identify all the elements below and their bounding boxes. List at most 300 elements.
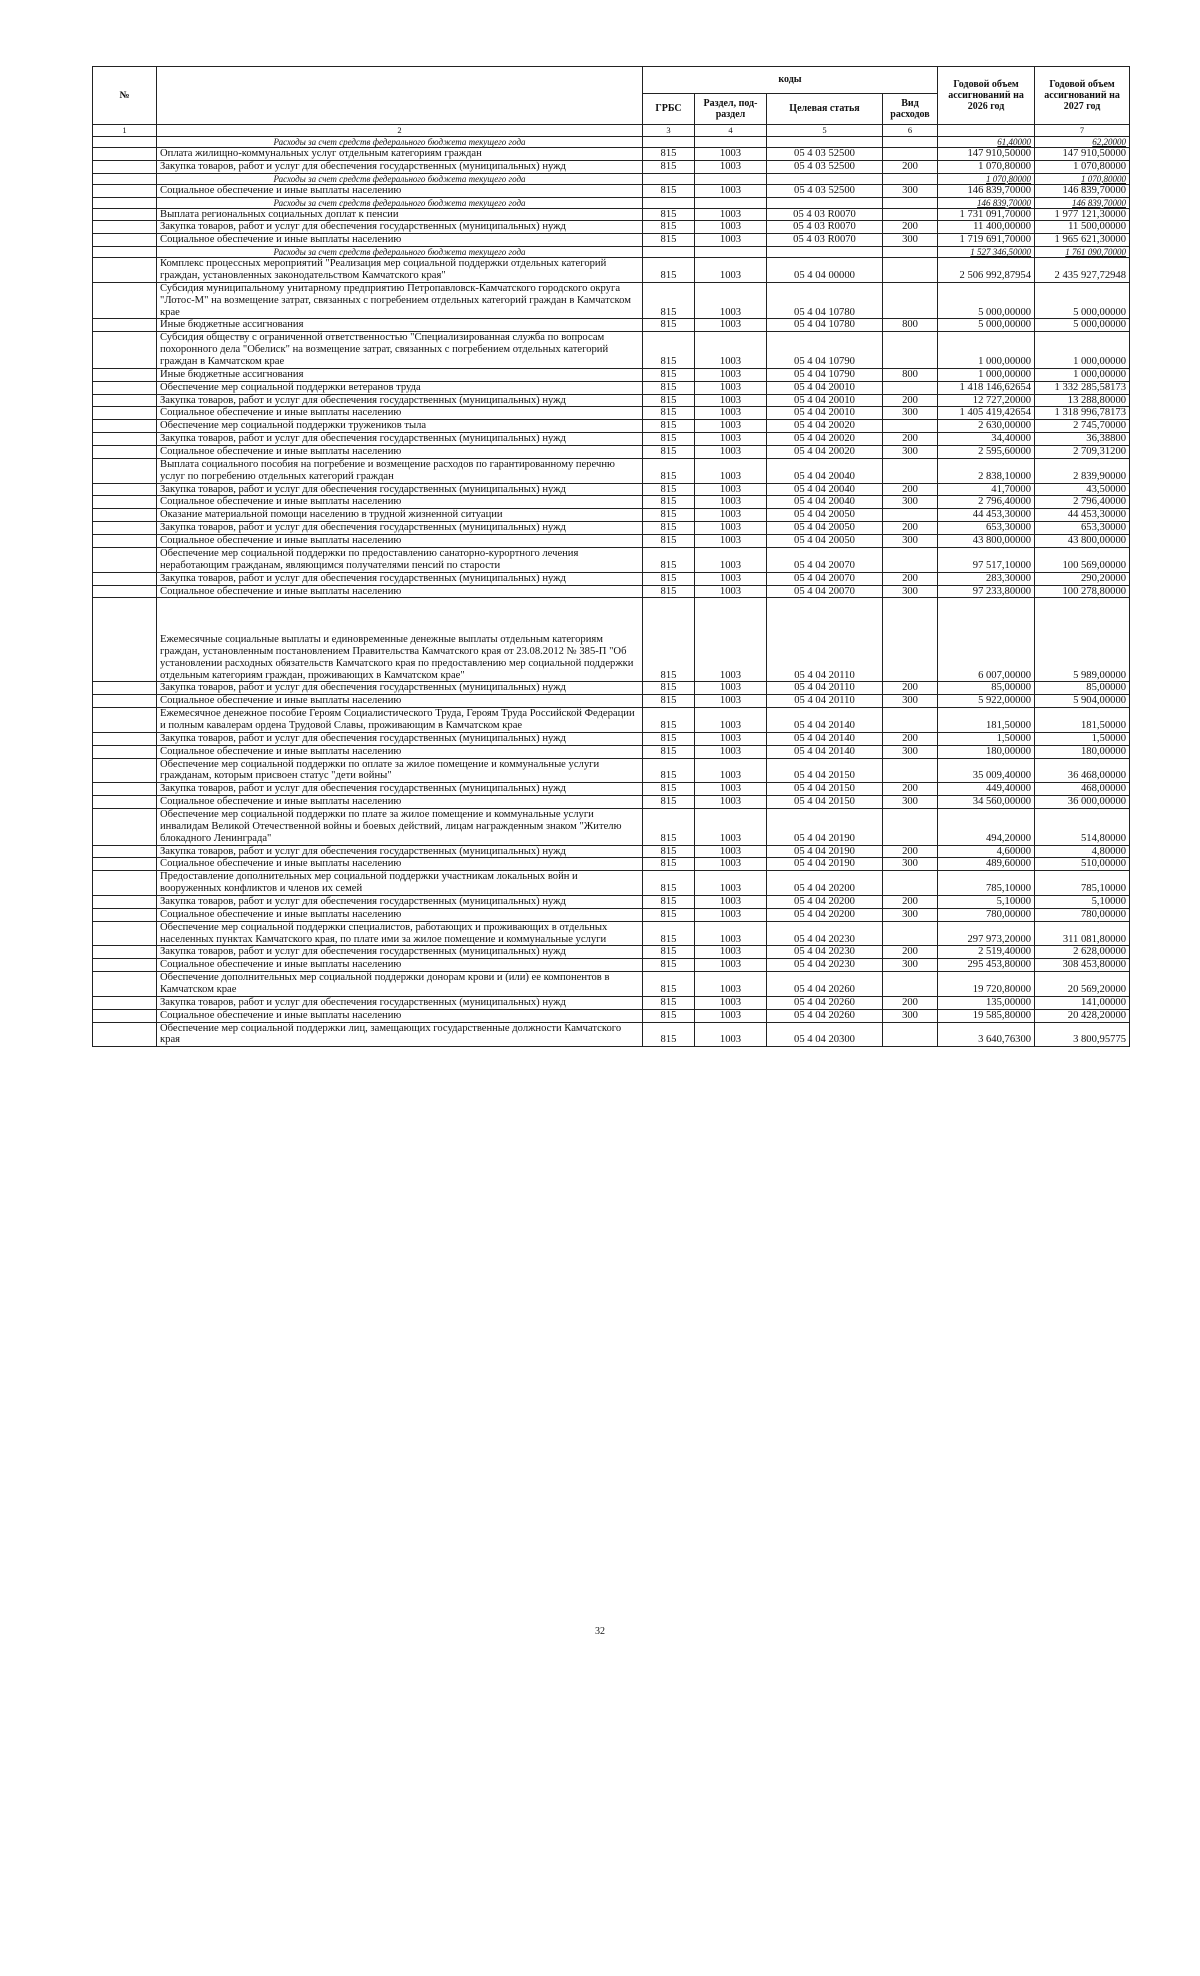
row-razdel: 1003 bbox=[695, 148, 767, 161]
row-target-article: 05 4 03 R0070 bbox=[767, 234, 883, 247]
row-amount-2027: 5,10000 bbox=[1035, 895, 1130, 908]
row-amount-2026: 147 910,50000 bbox=[938, 148, 1035, 161]
row-razdel: 1003 bbox=[695, 483, 767, 496]
row-grbs: 815 bbox=[643, 871, 695, 896]
row-target-article: 05 4 04 20230 bbox=[767, 921, 883, 946]
row-target-article: 05 4 04 20050 bbox=[767, 509, 883, 522]
table-row bbox=[93, 420, 1130, 433]
row-expense-type bbox=[883, 247, 938, 258]
row-name: Социальное обеспечение и иные выплаты населению bbox=[157, 959, 643, 972]
row-amount-2026: 295 453,80000 bbox=[938, 959, 1035, 972]
index-cell: 5 bbox=[767, 125, 883, 137]
row-razdel: 1003 bbox=[695, 509, 767, 522]
row-razdel: 1003 bbox=[695, 208, 767, 221]
row-grbs bbox=[643, 137, 695, 148]
row-target-article: 05 4 04 20140 bbox=[767, 732, 883, 745]
row-target-article: 05 4 04 20200 bbox=[767, 895, 883, 908]
row-target-article: 05 4 03 52500 bbox=[767, 160, 883, 173]
row-number bbox=[93, 845, 157, 858]
row-number bbox=[93, 446, 157, 459]
row-amount-2026: 135,00000 bbox=[938, 996, 1035, 1009]
row-target-article: 05 4 04 20020 bbox=[767, 446, 883, 459]
row-target-article: 05 4 04 10780 bbox=[767, 282, 883, 319]
table-row bbox=[93, 547, 1130, 572]
row-grbs: 815 bbox=[643, 258, 695, 283]
row-grbs: 815 bbox=[643, 221, 695, 234]
row-grbs: 815 bbox=[643, 496, 695, 509]
row-number bbox=[93, 908, 157, 921]
row-grbs: 815 bbox=[643, 972, 695, 997]
row-target-article: 05 4 04 20260 bbox=[767, 1009, 883, 1022]
row-grbs bbox=[643, 197, 695, 208]
row-grbs: 815 bbox=[643, 682, 695, 695]
table-row bbox=[93, 319, 1130, 332]
subtotal-row bbox=[93, 247, 1130, 258]
row-amount-2027: 510,00000 bbox=[1035, 858, 1130, 871]
row-amount-2026: 2 519,40000 bbox=[938, 946, 1035, 959]
row-expense-type: 300 bbox=[883, 234, 938, 247]
row-target-article: 05 4 04 10790 bbox=[767, 332, 883, 369]
row-number bbox=[93, 858, 157, 871]
row-razdel: 1003 bbox=[695, 258, 767, 283]
row-expense-type bbox=[883, 547, 938, 572]
row-target-article: 05 4 04 10780 bbox=[767, 319, 883, 332]
row-amount-2027: 5 989,00000 bbox=[1035, 598, 1130, 682]
row-expense-type bbox=[883, 148, 938, 161]
row-target-article: 05 4 03 R0070 bbox=[767, 221, 883, 234]
row-number bbox=[93, 381, 157, 394]
row-razdel: 1003 bbox=[695, 871, 767, 896]
row-amount-2027: 181,50000 bbox=[1035, 708, 1130, 733]
row-expense-type: 300 bbox=[883, 407, 938, 420]
row-target-article: 05 4 03 52500 bbox=[767, 184, 883, 197]
row-grbs: 815 bbox=[643, 522, 695, 535]
table-row bbox=[93, 522, 1130, 535]
row-expense-type bbox=[883, 137, 938, 148]
row-amount-2027: 1 332 285,58173 bbox=[1035, 381, 1130, 394]
row-razdel: 1003 bbox=[695, 682, 767, 695]
row-target-article: 05 4 04 20260 bbox=[767, 996, 883, 1009]
row-number bbox=[93, 732, 157, 745]
page-number: 32 bbox=[595, 1626, 605, 1637]
subtotal-row bbox=[93, 173, 1130, 184]
row-expense-type bbox=[883, 509, 938, 522]
row-name: Социальное обеспечение и иные выплаты населению bbox=[157, 858, 643, 871]
row-name: Ежемесячное денежное пособие Героям Социалистического Труда, Героям Труда Российской Федерации и полным кавалерам ордена Трудовой Славы, проживающим в Камчатском крае bbox=[157, 708, 643, 733]
row-amount-2027: 62,20000 bbox=[1035, 137, 1130, 148]
row-target-article: 05 4 04 20190 bbox=[767, 845, 883, 858]
row-grbs: 815 bbox=[643, 921, 695, 946]
row-amount-2026: 41,70000 bbox=[938, 483, 1035, 496]
row-name: Закупка товаров, работ и услуг для обеспечения государственных (муниципальных) нужд bbox=[157, 783, 643, 796]
row-target-article: 05 4 04 20020 bbox=[767, 433, 883, 446]
row-expense-type bbox=[883, 208, 938, 221]
row-expense-type: 300 bbox=[883, 1009, 938, 1022]
row-number bbox=[93, 509, 157, 522]
row-expense-type: 200 bbox=[883, 483, 938, 496]
row-expense-type: 200 bbox=[883, 845, 938, 858]
row-razdel: 1003 bbox=[695, 535, 767, 548]
row-razdel: 1003 bbox=[695, 458, 767, 483]
row-name: Выплата социального пособия на погребение и возмещение расходов по гарантированному перечню услуг по погребению отдельных категорий граждан bbox=[157, 458, 643, 483]
row-amount-2026: 5 922,00000 bbox=[938, 695, 1035, 708]
row-target-article: 05 4 04 20040 bbox=[767, 483, 883, 496]
row-name: Выплата региональных социальных доплат к пенсии bbox=[157, 208, 643, 221]
row-amount-2026: 97 233,80000 bbox=[938, 585, 1035, 598]
row-razdel: 1003 bbox=[695, 585, 767, 598]
row-grbs: 815 bbox=[643, 585, 695, 598]
row-target-article: 05 4 04 20140 bbox=[767, 708, 883, 733]
row-number bbox=[93, 319, 157, 332]
row-amount-2026: 12 727,20000 bbox=[938, 394, 1035, 407]
row-number bbox=[93, 758, 157, 783]
row-amount-2026: 180,00000 bbox=[938, 745, 1035, 758]
row-number bbox=[93, 483, 157, 496]
row-razdel: 1003 bbox=[695, 1022, 767, 1047]
row-amount-2027: 146 839,70000 bbox=[1035, 184, 1130, 197]
header-year-2027: Годовой объем ассигнований на 2027 год bbox=[1035, 67, 1130, 125]
table-row bbox=[93, 394, 1130, 407]
row-expense-type bbox=[883, 332, 938, 369]
header-grbs: ГРБС bbox=[643, 94, 695, 125]
row-name: Социальное обеспечение и иные выплаты населению bbox=[157, 407, 643, 420]
row-target-article: 05 4 04 20020 bbox=[767, 420, 883, 433]
row-expense-type bbox=[883, 381, 938, 394]
table-row bbox=[93, 381, 1130, 394]
table-row bbox=[93, 572, 1130, 585]
row-number bbox=[93, 1009, 157, 1022]
row-expense-type: 300 bbox=[883, 858, 938, 871]
subtotal-row bbox=[93, 197, 1130, 208]
row-amount-2027: 2 796,40000 bbox=[1035, 496, 1130, 509]
row-name: Закупка товаров, работ и услуг для обеспечения государственных (муниципальных) нужд bbox=[157, 433, 643, 446]
row-number bbox=[93, 282, 157, 319]
row-grbs: 815 bbox=[643, 758, 695, 783]
table-row bbox=[93, 682, 1130, 695]
row-amount-2027: 36,38800 bbox=[1035, 433, 1130, 446]
row-number bbox=[93, 184, 157, 197]
row-amount-2027: 785,10000 bbox=[1035, 871, 1130, 896]
row-name: Обеспечение мер социальной поддержки по плате за жилое помещение и коммунальные услуги инвалидам Великой Отечественной войны и боевых действий, лицам награжденным знаком "Жителю блокадного Ленинграда" bbox=[157, 808, 643, 845]
row-expense-type: 300 bbox=[883, 535, 938, 548]
row-razdel: 1003 bbox=[695, 996, 767, 1009]
row-target-article bbox=[767, 137, 883, 148]
row-name: Закупка товаров, работ и услуг для обеспечения государственных (муниципальных) нужд bbox=[157, 522, 643, 535]
row-number bbox=[93, 585, 157, 598]
table-row bbox=[93, 433, 1130, 446]
row-amount-2027: 1 000,00000 bbox=[1035, 332, 1130, 369]
row-grbs bbox=[643, 247, 695, 258]
row-grbs: 815 bbox=[643, 745, 695, 758]
table-row bbox=[93, 808, 1130, 845]
table-row bbox=[93, 695, 1130, 708]
row-razdel: 1003 bbox=[695, 368, 767, 381]
row-expense-type: 300 bbox=[883, 796, 938, 809]
row-amount-2027: 43,50000 bbox=[1035, 483, 1130, 496]
row-grbs: 815 bbox=[643, 783, 695, 796]
index-cell: 1 bbox=[93, 125, 157, 137]
row-amount-2026: 85,00000 bbox=[938, 682, 1035, 695]
row-amount-2026: 1 000,00000 bbox=[938, 332, 1035, 369]
row-amount-2026: 449,40000 bbox=[938, 783, 1035, 796]
row-expense-type bbox=[883, 282, 938, 319]
row-name: Обеспечение дополнительных мер социальной поддержки донорам крови и (или) ее компонентов в Камчатском крае bbox=[157, 972, 643, 997]
table-row bbox=[93, 208, 1130, 221]
row-grbs: 815 bbox=[643, 148, 695, 161]
row-target-article: 05 4 03 52500 bbox=[767, 148, 883, 161]
row-amount-2026: 61,40000 bbox=[938, 137, 1035, 148]
row-number bbox=[93, 745, 157, 758]
row-grbs: 815 bbox=[643, 732, 695, 745]
row-amount-2026: 181,50000 bbox=[938, 708, 1035, 733]
row-target-article: 05 4 04 20110 bbox=[767, 598, 883, 682]
row-razdel: 1003 bbox=[695, 858, 767, 871]
row-grbs: 815 bbox=[643, 695, 695, 708]
table-row bbox=[93, 221, 1130, 234]
row-razdel: 1003 bbox=[695, 446, 767, 459]
header-expense-type: Вид расходов bbox=[883, 94, 938, 125]
row-expense-type: 200 bbox=[883, 895, 938, 908]
row-amount-2026: 146 839,70000 bbox=[938, 197, 1035, 208]
row-number bbox=[93, 173, 157, 184]
row-expense-type: 200 bbox=[883, 732, 938, 745]
row-razdel bbox=[695, 173, 767, 184]
row-grbs: 815 bbox=[643, 946, 695, 959]
row-grbs: 815 bbox=[643, 160, 695, 173]
row-target-article: 05 4 04 20150 bbox=[767, 796, 883, 809]
row-target-article: 05 4 04 20110 bbox=[767, 682, 883, 695]
row-razdel: 1003 bbox=[695, 547, 767, 572]
row-name: Обеспечение мер социальной поддержки лиц, замещающих государственные должности Камчатского края bbox=[157, 1022, 643, 1047]
row-name: Закупка товаров, работ и услуг для обеспечения государственных (муниципальных) нужд bbox=[157, 845, 643, 858]
row-grbs: 815 bbox=[643, 420, 695, 433]
row-number bbox=[93, 208, 157, 221]
row-number bbox=[93, 433, 157, 446]
index-cell: 3 bbox=[643, 125, 695, 137]
row-razdel: 1003 bbox=[695, 433, 767, 446]
row-name: Обеспечение мер социальной поддержки тружеников тыла bbox=[157, 420, 643, 433]
row-razdel: 1003 bbox=[695, 959, 767, 972]
row-expense-type: 300 bbox=[883, 745, 938, 758]
row-grbs: 815 bbox=[643, 598, 695, 682]
table-row bbox=[93, 996, 1130, 1009]
row-razdel: 1003 bbox=[695, 160, 767, 173]
row-grbs: 815 bbox=[643, 547, 695, 572]
row-amount-2026: 1,50000 bbox=[938, 732, 1035, 745]
row-amount-2026: 2 630,00000 bbox=[938, 420, 1035, 433]
row-expense-type: 200 bbox=[883, 394, 938, 407]
row-name: Закупка товаров, работ и услуг для обеспечения государственных (муниципальных) нужд bbox=[157, 895, 643, 908]
row-number bbox=[93, 234, 157, 247]
row-amount-2026: 97 517,10000 bbox=[938, 547, 1035, 572]
row-razdel bbox=[695, 137, 767, 148]
row-amount-2027: 20 428,20000 bbox=[1035, 1009, 1130, 1022]
row-number bbox=[93, 197, 157, 208]
row-amount-2027: 2 839,90000 bbox=[1035, 458, 1130, 483]
row-number bbox=[93, 522, 157, 535]
table-row bbox=[93, 535, 1130, 548]
row-name: Расходы за счет средств федерального бюджета текущего года bbox=[157, 137, 643, 148]
row-name: Социальное обеспечение и иные выплаты населению bbox=[157, 745, 643, 758]
row-grbs: 815 bbox=[643, 895, 695, 908]
row-number bbox=[93, 148, 157, 161]
row-expense-type: 300 bbox=[883, 908, 938, 921]
table-row bbox=[93, 496, 1130, 509]
row-amount-2027: 85,00000 bbox=[1035, 682, 1130, 695]
row-name: Социальное обеспечение и иные выплаты населению bbox=[157, 908, 643, 921]
row-expense-type: 800 bbox=[883, 368, 938, 381]
row-razdel: 1003 bbox=[695, 845, 767, 858]
budget-sheet bbox=[92, 66, 1129, 1047]
header-name bbox=[157, 67, 643, 125]
row-target-article: 05 4 04 20300 bbox=[767, 1022, 883, 1047]
row-expense-type: 200 bbox=[883, 522, 938, 535]
index-cell: 4 bbox=[695, 125, 767, 137]
header-num: № bbox=[93, 67, 157, 125]
row-amount-2027: 311 081,80000 bbox=[1035, 921, 1130, 946]
row-name: Закупка товаров, работ и услуг для обеспечения государственных (муниципальных) нужд bbox=[157, 732, 643, 745]
row-grbs: 815 bbox=[643, 282, 695, 319]
row-target-article bbox=[767, 247, 883, 258]
row-expense-type bbox=[883, 1022, 938, 1047]
table-row bbox=[93, 446, 1130, 459]
row-number bbox=[93, 258, 157, 283]
row-razdel: 1003 bbox=[695, 319, 767, 332]
row-target-article: 05 4 04 20040 bbox=[767, 496, 883, 509]
row-target-article: 05 4 04 20190 bbox=[767, 808, 883, 845]
row-amount-2027: 5 000,00000 bbox=[1035, 319, 1130, 332]
row-expense-type bbox=[883, 708, 938, 733]
row-amount-2027: 180,00000 bbox=[1035, 745, 1130, 758]
row-amount-2026: 35 009,40000 bbox=[938, 758, 1035, 783]
row-razdel: 1003 bbox=[695, 808, 767, 845]
table-row bbox=[93, 368, 1130, 381]
budget-table bbox=[92, 66, 1130, 1047]
row-number bbox=[93, 708, 157, 733]
row-grbs: 815 bbox=[643, 368, 695, 381]
row-amount-2026: 44 453,30000 bbox=[938, 509, 1035, 522]
row-number bbox=[93, 996, 157, 1009]
header-year-2026: Годовой объем ассигнований на 2026 год bbox=[938, 67, 1035, 125]
row-amount-2026: 19 720,80000 bbox=[938, 972, 1035, 997]
row-razdel bbox=[695, 197, 767, 208]
row-grbs: 815 bbox=[643, 208, 695, 221]
row-amount-2027: 3 800,95775 bbox=[1035, 1022, 1130, 1047]
row-amount-2027: 1 977 121,30000 bbox=[1035, 208, 1130, 221]
row-amount-2027: 1 000,00000 bbox=[1035, 368, 1130, 381]
row-target-article bbox=[767, 173, 883, 184]
row-expense-type: 300 bbox=[883, 695, 938, 708]
row-amount-2026: 1 418 146,62654 bbox=[938, 381, 1035, 394]
row-razdel: 1003 bbox=[695, 221, 767, 234]
row-expense-type bbox=[883, 173, 938, 184]
row-grbs: 815 bbox=[643, 908, 695, 921]
row-name: Закупка товаров, работ и услуг для обеспечения государственных (муниципальных) нужд bbox=[157, 160, 643, 173]
table-row bbox=[93, 845, 1130, 858]
row-amount-2026: 283,30000 bbox=[938, 572, 1035, 585]
row-razdel: 1003 bbox=[695, 946, 767, 959]
row-target-article: 05 4 04 20230 bbox=[767, 946, 883, 959]
row-expense-type bbox=[883, 921, 938, 946]
table-row bbox=[93, 1009, 1130, 1022]
row-amount-2027: 13 288,80000 bbox=[1035, 394, 1130, 407]
row-amount-2026: 785,10000 bbox=[938, 871, 1035, 896]
row-target-article: 05 4 04 20010 bbox=[767, 381, 883, 394]
row-name: Расходы за счет средств федерального бюджета текущего года bbox=[157, 247, 643, 258]
row-name: Оказание материальной помощи населению в трудной жизненной ситуации bbox=[157, 509, 643, 522]
table-row bbox=[93, 234, 1130, 247]
row-grbs: 815 bbox=[643, 332, 695, 369]
row-amount-2026: 34,40000 bbox=[938, 433, 1035, 446]
row-razdel: 1003 bbox=[695, 695, 767, 708]
row-grbs: 815 bbox=[643, 394, 695, 407]
row-expense-type bbox=[883, 420, 938, 433]
row-target-article: 05 4 04 10790 bbox=[767, 368, 883, 381]
row-target-article: 05 4 04 20260 bbox=[767, 972, 883, 997]
row-target-article: 05 4 04 20050 bbox=[767, 535, 883, 548]
row-grbs: 815 bbox=[643, 446, 695, 459]
table-row bbox=[93, 585, 1130, 598]
subtotal-row bbox=[93, 137, 1130, 148]
row-amount-2027: 44 453,30000 bbox=[1035, 509, 1130, 522]
row-name: Социальное обеспечение и иные выплаты населению bbox=[157, 184, 643, 197]
row-amount-2026: 1 405 419,42654 bbox=[938, 407, 1035, 420]
table-row bbox=[93, 708, 1130, 733]
row-amount-2027: 4,80000 bbox=[1035, 845, 1130, 858]
row-target-article: 05 4 04 20070 bbox=[767, 547, 883, 572]
row-amount-2026: 653,30000 bbox=[938, 522, 1035, 535]
table-row bbox=[93, 160, 1130, 173]
row-name: Социальное обеспечение и иные выплаты населению bbox=[157, 496, 643, 509]
row-name: Субсидия обществу с ограниченной ответственностью "Специализированная служба по вопросам похоронного дела "Обелиск" на возмещение затрат, связанных с погребением отдельных категорий граждан в Камчатском крае bbox=[157, 332, 643, 369]
row-razdel: 1003 bbox=[695, 732, 767, 745]
table-row bbox=[93, 871, 1130, 896]
row-expense-type: 800 bbox=[883, 319, 938, 332]
table-row bbox=[93, 458, 1130, 483]
row-amount-2027: 146 839,70000 bbox=[1035, 197, 1130, 208]
row-expense-type bbox=[883, 258, 938, 283]
row-name: Обеспечение мер социальной поддержки по предоставлению санаторно-курортного лечения неработающим гражданам, являющимся получателями пенсий по старости bbox=[157, 547, 643, 572]
row-expense-type: 200 bbox=[883, 946, 938, 959]
table-row bbox=[93, 407, 1130, 420]
row-number bbox=[93, 682, 157, 695]
row-number bbox=[93, 808, 157, 845]
row-amount-2027: 290,20000 bbox=[1035, 572, 1130, 585]
row-target-article: 05 4 04 20150 bbox=[767, 783, 883, 796]
row-grbs: 815 bbox=[643, 572, 695, 585]
row-name: Закупка товаров, работ и услуг для обеспечения государственных (муниципальных) нужд bbox=[157, 682, 643, 695]
table-row bbox=[93, 908, 1130, 921]
row-name: Обеспечение мер социальной поддержки ветеранов труда bbox=[157, 381, 643, 394]
row-expense-type: 200 bbox=[883, 996, 938, 1009]
row-number bbox=[93, 332, 157, 369]
row-amount-2026: 1 000,00000 bbox=[938, 368, 1035, 381]
row-amount-2027: 100 569,00000 bbox=[1035, 547, 1130, 572]
row-amount-2026: 1 070,80000 bbox=[938, 160, 1035, 173]
row-grbs: 815 bbox=[643, 407, 695, 420]
row-number bbox=[93, 535, 157, 548]
row-expense-type: 200 bbox=[883, 160, 938, 173]
table-row bbox=[93, 921, 1130, 946]
row-name: Расходы за счет средств федерального бюджета текущего года bbox=[157, 197, 643, 208]
row-amount-2026: 1 719 691,70000 bbox=[938, 234, 1035, 247]
row-target-article: 05 4 04 20200 bbox=[767, 908, 883, 921]
header-codes: коды bbox=[643, 67, 938, 94]
row-razdel: 1003 bbox=[695, 572, 767, 585]
row-amount-2027: 2 435 927,72948 bbox=[1035, 258, 1130, 283]
row-expense-type bbox=[883, 808, 938, 845]
row-name: Закупка товаров, работ и услуг для обеспечения государственных (муниципальных) нужд bbox=[157, 394, 643, 407]
